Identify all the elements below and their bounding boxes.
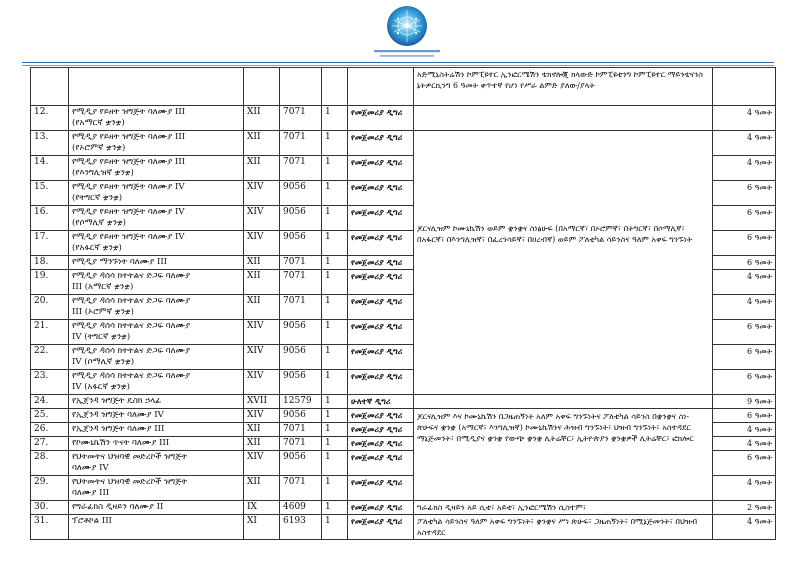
position-title-line2: (የትግርኛ ቋንቋ)	[72, 193, 123, 203]
position-title	[69, 395, 244, 409]
position-title-line1: የሚዲያ ዳሰሳ ክትትልና ድጋፍ ባለሙያ	[72, 271, 191, 281]
education-level: የመጀመሪያ ዲግሪ	[348, 515, 414, 540]
education-level: የመጀመሪያ ዲግሪ	[348, 501, 414, 515]
job-grade: XIV	[244, 181, 280, 206]
row-number: 23.	[31, 370, 69, 395]
salary-value: 9056	[280, 181, 322, 206]
salary-value: 7071	[280, 423, 322, 437]
job-grade: XIV	[244, 370, 280, 395]
position-title-line1: የሚዲያ የይዘት ዝግጅት ባለሙያ III	[72, 107, 186, 117]
education-level: የመጀመሪያ ዲግሪ	[348, 131, 414, 156]
position-title-line2: (የአማርኛ ቋንቋ)	[72, 118, 125, 128]
header-rule	[22, 62, 774, 63]
requirement-cell: ጆርናሊዝም እና ኮሙኒኬሽን በጋዜጠኝነት አለም አቀፍ ግንኙነትና ፖለቲካል ሳይንስ በቋንቋና ስነ-ጽሁፍና ቋንቋ (አማርኛ፣ እንግሊዝኛ) ኮሙኒኬሽንና ሕዝብ ግንኙነት፣ ህዝብ ግንኙነት፣ አስተዳደር ማኔጅመንት፣ በሚዲያና ቋንቋ የውጭ ቋንቋ ሊትሬቸር፣ ኢትዮጵያን ቋንቋዎች ሊትሬቸር፣ ፎክሎር	[414, 409, 713, 501]
position-title-line2: (የአፋርኛ ቋንቋ)	[72, 243, 122, 253]
position-title-line1: የግራፊክስ ዲዛይን ባለሙያ II	[72, 502, 164, 512]
salary-value: 12579	[280, 395, 322, 409]
education-level: የመጀመሪያ ዲግሪ	[348, 409, 414, 423]
experience-years: 6 ዓመት	[713, 409, 776, 423]
education-level: ሁለተኛ ዲግሪ	[348, 395, 414, 409]
position-title	[69, 515, 244, 540]
salary-value: 7071	[280, 437, 322, 451]
position-title-line1: የኢጀንዳ ዝግጅት ባለሙያ IV	[72, 410, 164, 420]
experience-years: 6 ዓመት	[713, 370, 776, 395]
job-grade: XII	[244, 256, 280, 270]
job-grade: XIV	[244, 451, 280, 476]
job-grade: XII	[244, 295, 280, 320]
row-number: 16.	[31, 206, 69, 231]
position-title	[69, 295, 244, 320]
position-title-line2: (የእንግሊዝኛ ቋንቋ)	[72, 168, 134, 178]
position-title	[69, 345, 244, 370]
position-count: 1	[322, 320, 348, 345]
education-level: የመጀመሪያ ዲግሪ	[348, 370, 414, 395]
position-title-line1: የህትመትና ህዝባዊ መድረኮች ዝግጅት	[72, 477, 188, 487]
row-number: 25.	[31, 409, 69, 423]
salary-value: 7071	[280, 476, 322, 501]
position-title	[69, 156, 244, 181]
job-grade: XIV	[244, 409, 280, 423]
position-title-line2: IV (ትግርኛ ቋንቋ)	[72, 332, 131, 342]
job-grade: XIV	[244, 231, 280, 256]
header-logo	[362, 4, 452, 62]
empty-cell	[69, 68, 244, 106]
requirement-cell: ግራፊክስ ዲዛይን አይ ሲቲ፣ አይቲ፣ ኢንፎርሜሽን ሲስተም፣	[414, 501, 713, 515]
position-title	[69, 409, 244, 423]
salary-value: 7071	[280, 295, 322, 320]
salary-value: 9056	[280, 451, 322, 476]
job-grade: XI	[244, 515, 280, 540]
position-count: 1	[322, 106, 348, 131]
table-row	[31, 106, 776, 131]
position-title-line2: IV (ሶማሊኛ ቋንቋ)	[72, 357, 135, 367]
position-title	[69, 181, 244, 206]
empty-cell	[280, 68, 322, 106]
position-title	[69, 231, 244, 256]
empty-cell	[244, 68, 280, 106]
experience-years: 6 ዓመት	[713, 181, 776, 206]
job-grade: XIV	[244, 320, 280, 345]
education-level: የመጀመሪያ ዲግሪ	[348, 437, 414, 451]
experience-years: 6 ዓመት	[713, 256, 776, 270]
position-count: 1	[322, 515, 348, 540]
row-number: 19.	[31, 270, 69, 295]
experience-years: 6 ዓመት	[713, 320, 776, 345]
position-count: 1	[322, 256, 348, 270]
position-title-line2: ባለሙያ III	[72, 488, 110, 498]
table-row	[31, 501, 776, 515]
circular-network-logo-icon	[362, 4, 452, 62]
position-count: 1	[322, 501, 348, 515]
row-number: 17.	[31, 231, 69, 256]
education-level: የመጀመሪያ ዲግሪ	[348, 423, 414, 437]
row-number: 26.	[31, 423, 69, 437]
position-title-line2: IV (አፋርኛ ቋንቋ)	[72, 382, 130, 392]
requirement-cell	[414, 106, 713, 131]
row-number: 20.	[31, 295, 69, 320]
job-grade: XII	[244, 156, 280, 181]
row-number: 13.	[31, 131, 69, 156]
requirement-cell: ፖለቲካል ሳይንስና ዓለም አቀፍ ግንኙነት፣ ቋንቋና ሥነ ጽሁፍ፣ ጋዜጠኝነት፣ በሚኔጅመንት፣ በህዝብ አስተዳደር	[414, 515, 713, 540]
position-title-line1: የሚዲያ ዳሰሳ ክትትልና ድጋፍ ባለሙያ	[72, 296, 191, 306]
experience-years: 6 ዓመት	[713, 345, 776, 370]
position-title-line1: የሚዲያ የይዘት ዝግጅት ባለሙያ III	[72, 157, 186, 167]
experience-years: 6 ዓመት	[713, 206, 776, 231]
row-number: 15.	[31, 181, 69, 206]
position-count: 1	[322, 181, 348, 206]
position-count: 1	[322, 370, 348, 395]
position-title-line1: የኢጀንዳ ዝግጅት ባለሙያ III	[72, 424, 165, 434]
experience-years: 4 ዓመት	[713, 515, 776, 540]
education-level: የመጀመሪያ ዲግሪ	[348, 345, 414, 370]
requirement-cell	[414, 395, 713, 409]
experience-years: 4 ዓመት	[713, 476, 776, 501]
position-title	[69, 270, 244, 295]
job-grade: XII	[244, 106, 280, 131]
experience-years: 4 ዓመት	[713, 131, 776, 156]
salary-value: 7071	[280, 156, 322, 181]
experience-years: 4 ዓመት	[713, 437, 776, 451]
position-title-line1: የሚዲያ የይዘት ዝግጅት ባለሙያ III	[72, 132, 186, 142]
position-title	[69, 131, 244, 156]
position-title-line1: የሚዲያ ዳሰሳ ክትትልና ድጋፍ ባለሙያ	[72, 371, 191, 381]
experience-years: 4 ዓመት	[713, 295, 776, 320]
position-count: 1	[322, 395, 348, 409]
job-grade: XIV	[244, 345, 280, 370]
position-title	[69, 501, 244, 515]
table-row	[31, 131, 776, 156]
education-level: የመጀመሪያ ዲግሪ	[348, 181, 414, 206]
position-count: 1	[322, 295, 348, 320]
salary-value: 9056	[280, 206, 322, 231]
position-title-line1: የኮሙኒኬሽን ጥናት ባለሙያ III	[72, 438, 170, 448]
salary-value: 9056	[280, 345, 322, 370]
table-row	[31, 409, 776, 423]
position-title-line1: የሚዲያ የይዘት ዝግጅት ባለሙያ IV	[72, 182, 185, 192]
position-title	[69, 106, 244, 131]
row-number: 21.	[31, 320, 69, 345]
education-level: የመጀመሪያ ዲግሪ	[348, 295, 414, 320]
salary-value: 9056	[280, 320, 322, 345]
position-title-line1: የሚዲያ ማንኙነት ባለሙያ III	[72, 257, 168, 267]
position-count: 1	[322, 437, 348, 451]
salary-value: 7071	[280, 270, 322, 295]
job-grade: XII	[244, 270, 280, 295]
position-title-line1: የሚዲያ ዳሰሳ ክትትልና ድጋፍ ባለሙያ	[72, 346, 191, 356]
position-count: 1	[322, 156, 348, 181]
job-grade: XII	[244, 437, 280, 451]
position-title-line1: ፕሮቶኮል III	[72, 516, 112, 526]
row-number: 31.	[31, 515, 69, 540]
position-count: 1	[322, 206, 348, 231]
row-number: 22.	[31, 345, 69, 370]
position-count: 1	[322, 451, 348, 476]
job-grade: XVII	[244, 395, 280, 409]
experience-years: 4 ዓመት	[713, 270, 776, 295]
experience-years: 6 ዓመት	[713, 451, 776, 476]
job-grade: XII	[244, 423, 280, 437]
education-level: የመጀመሪያ ዲግሪ	[348, 451, 414, 476]
position-count: 1	[322, 231, 348, 256]
experience-years: 9 ዓመት	[713, 395, 776, 409]
row-number: 29.	[31, 476, 69, 501]
row-number: 30.	[31, 501, 69, 515]
position-title-line2: III (ኦሮምኛ ቋንቋ)	[72, 307, 134, 317]
job-grade: XII	[244, 131, 280, 156]
position-count: 1	[322, 409, 348, 423]
education-level: የመጀመሪያ ዲግሪ	[348, 256, 414, 270]
job-grade: XII	[244, 476, 280, 501]
salary-value: 9056	[280, 231, 322, 256]
experience-years: 4 ዓመት	[713, 156, 776, 181]
salary-value: 4609	[280, 501, 322, 515]
row-number: 14.	[31, 156, 69, 181]
position-title-line1: የሚዲያ የይዘት ዝግጅት ባለሙያ IV	[72, 232, 185, 242]
education-level: የመጀመሪያ ዲግሪ	[348, 156, 414, 181]
experience-years: 2 ዓመት	[713, 501, 776, 515]
position-title-line1: የኢጀንዳ ዝግጅት ዴስክ ኃላፊ	[72, 396, 162, 406]
job-grade: IX	[244, 501, 280, 515]
header-rule-thin	[22, 65, 774, 66]
row-number: 27.	[31, 437, 69, 451]
salary-value: 9056	[280, 370, 322, 395]
salary-value: 7071	[280, 106, 322, 131]
job-grade: XIV	[244, 206, 280, 231]
requirement-cell: ጆርናሊዝም ኮሙኒኬሽን ወይም ቋንቋና ስነፅሁፍ (በአማርኛ፣ በኦሮምኛ፣ በትግርኛ፣ በሶማሊኛ፣ በአፋርኛ፣ በእንግሊዝኛ፣ በፈረንሳይኛ፣ በዐረብኛ) ወይም ፖለቲካል ሳይንስና ዓለም አቀፍ ግንኙነት	[414, 131, 713, 395]
row-number: 18.	[31, 256, 69, 270]
position-title-line1: የሚዲያ ዳሰሳ ክትትልና ድጋፍ ባለሙያ	[72, 321, 191, 331]
salary-value: 7071	[280, 131, 322, 156]
row-number: 12.	[31, 106, 69, 131]
position-title-line1: የህትመትና ህዝባዊ መድረኮች ዝግጅት	[72, 452, 188, 462]
position-title	[69, 206, 244, 231]
empty-cell	[348, 68, 414, 106]
education-level: የመጀመሪያ ዲግሪ	[348, 231, 414, 256]
position-title-line1: የሚዲያ የይዘት ዝግጅት ባለሙያ IV	[72, 207, 185, 217]
position-title	[69, 476, 244, 501]
experience-years: 4 ዓመት	[713, 106, 776, 131]
position-title	[69, 423, 244, 437]
requirement-cell: አድሚኒስትሬሽን ኮምፒዩተር ኢንፎርሜሽን ቴክኖሎጂ ክላውድ ኮምፒዩቲንግ ኮምፒዩተር ማይንቴናንስ ኔትዎርኪንግ 6 ዓመት ቀጥተኛ የሆነ የሥራ ልምድ ያለው/ያላት	[414, 68, 713, 106]
education-level: የመጀመሪያ ዲግሪ	[348, 476, 414, 501]
position-count: 1	[322, 345, 348, 370]
empty-cell	[713, 68, 776, 106]
empty-cell	[31, 68, 69, 106]
position-title-line2: ባለሙያ IV	[72, 463, 109, 473]
position-title	[69, 256, 244, 270]
job-vacancy-table	[30, 67, 776, 540]
position-count: 1	[322, 131, 348, 156]
row-number: 24.	[31, 395, 69, 409]
education-level: የመጀመሪያ ዲግሪ	[348, 270, 414, 295]
position-title	[69, 451, 244, 476]
table-row	[31, 68, 776, 106]
education-level: የመጀመሪያ ዲግሪ	[348, 106, 414, 131]
row-number: 28.	[31, 451, 69, 476]
education-level: የመጀመሪያ ዲግሪ	[348, 320, 414, 345]
salary-value: 9056	[280, 409, 322, 423]
education-level: የመጀመሪያ ዲግሪ	[348, 206, 414, 231]
position-count: 1	[322, 423, 348, 437]
position-title	[69, 370, 244, 395]
experience-years: 4 ዓመት	[713, 423, 776, 437]
salary-value: 6193	[280, 515, 322, 540]
salary-value: 7071	[280, 256, 322, 270]
table-row	[31, 515, 776, 540]
position-title-line2: (የሶማሊኛ ቋንቋ)	[72, 218, 126, 228]
position-title-line2: III (አማርኛ ቋንቋ)	[72, 282, 134, 292]
position-count: 1	[322, 270, 348, 295]
table-row	[31, 395, 776, 409]
position-count: 1	[322, 476, 348, 501]
position-title	[69, 437, 244, 451]
position-title-line2: (የኦሮምኛ ቋንቋ)	[72, 143, 126, 153]
empty-cell	[322, 68, 348, 106]
experience-years: 6 ዓመት	[713, 231, 776, 256]
position-title	[69, 320, 244, 345]
